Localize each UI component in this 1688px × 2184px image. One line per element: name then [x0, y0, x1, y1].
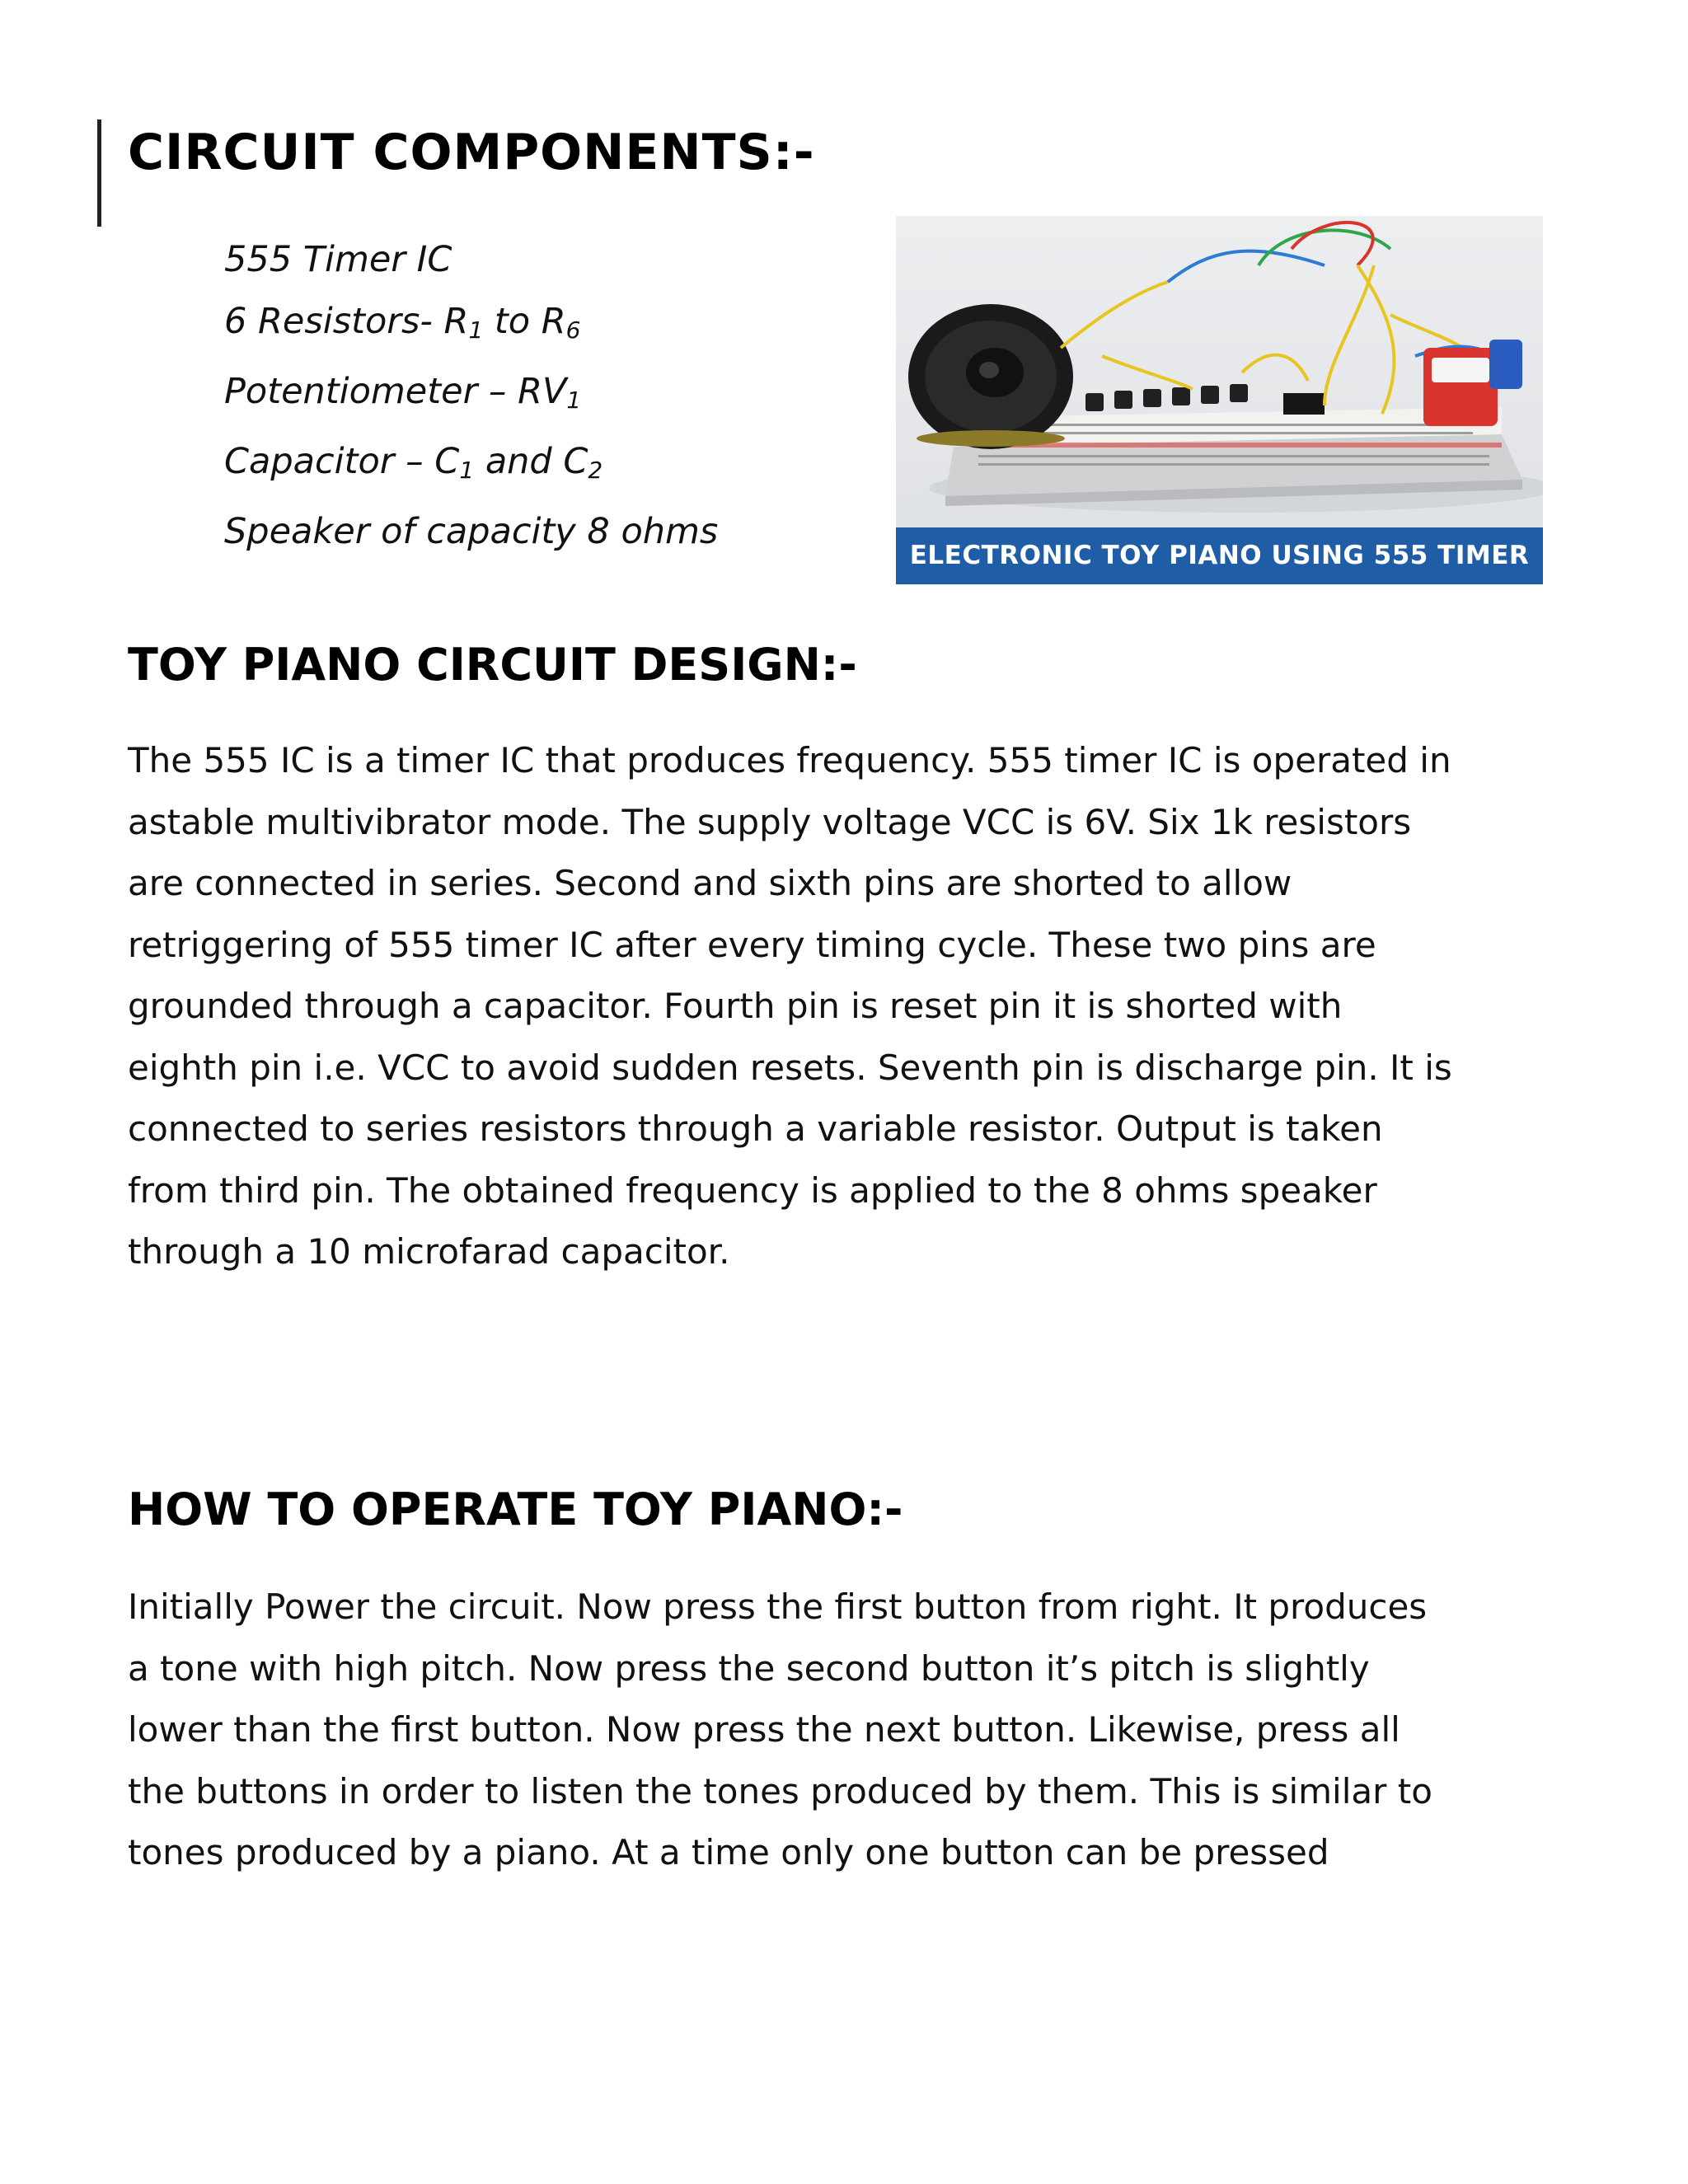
operate-paragraph	[128, 1577, 1496, 1884]
text-line: lower than the first button. Now press the next button. Likewise, press all	[128, 1709, 1400, 1750]
operate-heading: HOW TO OPERATE TOY PIANO:-	[128, 1483, 903, 1535]
text-line: eighth pin i.e. VCC to avoid sudden resets. Seventh pin is discharge pin. It is	[128, 1047, 1452, 1088]
text-line: through a 10 microfarad capacitor.	[128, 1231, 730, 1272]
text-line: the buttons in order to listen the tones produced by them. This is similar to	[128, 1770, 1432, 1811]
photo-caption: ELECTRONIC TOY PIANO USING 555 TIMER	[896, 527, 1543, 584]
text-line: connected to series resistors through a variable resistor. Output is taken	[128, 1108, 1383, 1149]
component-item: Potentiometer – $RV_1$	[224, 371, 582, 414]
text-line: are connected in series. Second and sixth pins are shorted to allow	[128, 863, 1292, 903]
breadboard-illustration	[896, 216, 1543, 527]
text-line: The 555 IC is a timer IC that produces frequency. 555 timer IC is operated in	[128, 740, 1451, 780]
text-line: a tone with high pitch. Now press the second button it’s pitch is slightly	[128, 1647, 1370, 1689]
components-heading: CIRCUIT COMPONENTS:-	[128, 124, 815, 181]
text-line: grounded through a capacitor. Fourth pin is reset pin it is shorted with	[128, 986, 1343, 1026]
margin-rule	[97, 120, 101, 227]
toy-piano-photo	[896, 216, 1543, 584]
text-line: tones produced by a piano. At a time only one button can be pressed	[128, 1832, 1329, 1872]
text-line: retriggering of 555 timer IC after every timing cycle. These two pins are	[128, 924, 1376, 965]
text-line: astable multivibrator mode. The supply voltage VCC is 6V. Six 1k resistors	[128, 801, 1412, 842]
circuit-design-heading: TOY PIANO CIRCUIT DESIGN:-	[128, 639, 857, 691]
components-list	[224, 229, 718, 563]
component-item: 6 Resistors- $R_1$ to $R_6$	[224, 301, 581, 344]
component-item: 555 Timer IC	[224, 239, 452, 280]
text-line: from third pin. The obtained frequency is applied to the 8 ohms speaker	[128, 1169, 1377, 1211]
component-item: Speaker of capacity 8 ohms	[224, 511, 719, 552]
component-item: Capacitor – $C_1$ and $C_2$	[224, 441, 603, 484]
circuit-design-paragraph	[128, 730, 1496, 1283]
text-line: Initially Power the circuit. Now press the first button from right. It produces	[128, 1586, 1428, 1627]
